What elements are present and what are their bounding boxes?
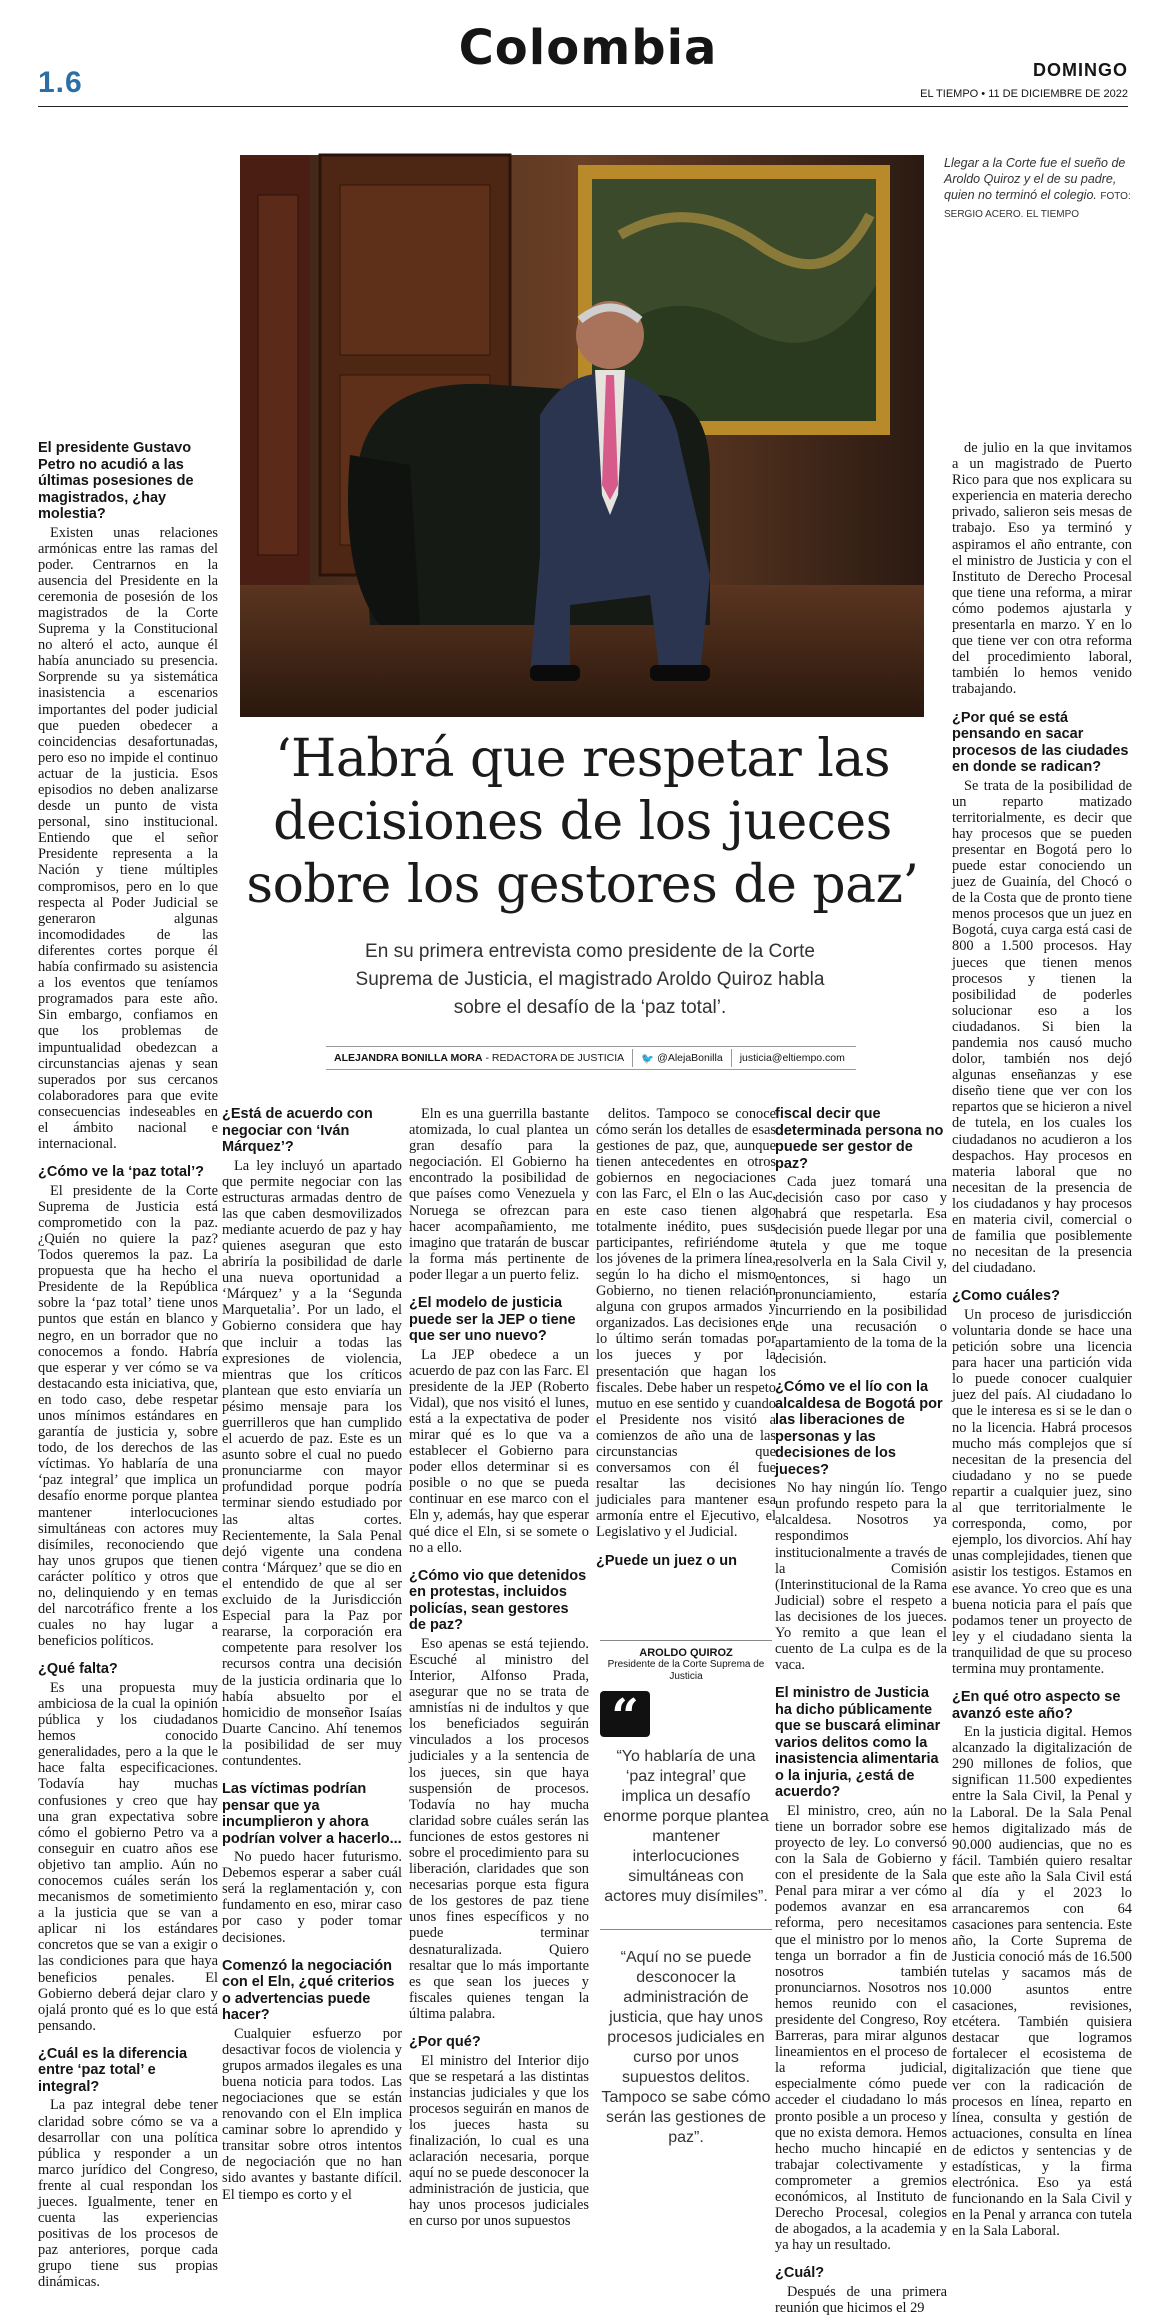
answer-paragraph: El ministro del Interior dijo que se respetará a las distintas instancias judiciales y que los procesos seguirán en manos de los jueces hasta su finalización, lo cual es una aclaración necesaria, porque aquí no se puede desconocer la administración de justicia, que hay unos procesos judiciales en curso por unos supuestos	[409, 2052, 589, 2230]
question-heading: ¿El modelo de justicia puede ser la JEP o tiene que ser uno nuevo?	[409, 1295, 576, 1345]
page-number: 1.6	[38, 66, 83, 99]
question-heading: ¿Por qué?	[409, 2034, 481, 2050]
question-heading: ¿Cuál?	[775, 2265, 825, 2282]
text-column-6	[952, 440, 1132, 2239]
text-column-4	[596, 1106, 776, 1596]
pull-quote-text-2: “Aquí no se puede desconocer la administración de justicia, que hay unos procesos judiciales en curso por unos supuestos delitos. Tampoco se sabe cómo serán las gestiones de paz”.	[600, 1929, 772, 2148]
header-rule	[38, 106, 1128, 107]
byline-author: ALEJANDRA BONILLA MORA	[334, 1052, 483, 1064]
question-heading: El presidente Gustavo Petro no acudió a las últimas posesiones de magistrados, ¿hay molestia?	[38, 440, 194, 522]
byline-divider	[632, 1049, 633, 1067]
pull-quote-name: AROLDO QUIROZ	[639, 1647, 733, 1659]
text-column-3	[409, 1106, 589, 2230]
question-heading: Comenzó la negociación con el Eln, ¿qué criterios o advertencias puede hacer?	[222, 1957, 395, 2024]
answer-paragraph: El presidente de la Corte Suprema de Justicia está comprometido con la paz. ¿Quién no quiere la paz? Todos queremos la paz. La propuesta que ha hecho el Presidente de la República sobre la ‘paz total’ tiene unos puntos que están en blanco y negro, en un borrador que no conocemos a fondo. Habría que esperar y ver cómo se va destacando esta iniciativa, que, en todo caso, debe respetar unos mínimos estándares en garantía de justicia y, sobre todo, de los derechos de las víctimas. Yo hablaría de una ‘paz integral’ que implica un desafío enorme porque plantea mantener interlocuciones simultáneas con actores muy disímiles, reconociendo que hay unos grupos que tienen carácter político y otros que no, delinquiendo y en temas del narcotráfico frente a los cuales no hay lugar a beneficios políticos.	[38, 1182, 218, 1650]
dateline: EL TIEMPO • 11 DE DICIEMBRE DE 2022	[920, 88, 1128, 100]
quote-mark-icon	[600, 1689, 650, 1745]
answer-paragraph: La paz integral debe tener claridad sobre cómo se va a desarrollar con una política pública y responder a un marco jurídico del Congreso, frente al cual respondan los jueces. Igualmente, tener en cuenta las experiencias positivas de los procesos de paz anteriores, porque cada grupo tiene sus propias dinámicas.	[38, 2097, 218, 2291]
text-column-2	[222, 1106, 402, 2230]
answer-paragraph: En la justicia digital. Hemos alcanzado la digitalización de 290 millones de folios, que significan 11.500 expedientes entre la Sala Civil, la Penal y la Laboral. De la Sala Penal hemos digitalizado más de 90.000 audiencias, que no es fácil. También quiero resaltar que este año la Sala Civil está al día y el 2023 lo arrancaremos con 64 casaciones para sentencia. Este año, la Corte Suprema de Justicia conoció más de 16.500 tutelas y sacamos más de 10.000 asuntos entre casaciones, revisiones, etcétera. También quisiera destacar que logramos fortalecer el ecosistema de digitalización que tiene que ver con la radicación de procesos en línea, reparto en línea, consulta y gestión de actuaciones, consulta en línea de edictos y sentencias y de estadísticas, y la firma electrónica. Eso ya está funcionando en la Sala Civil y en la Penal y arranca con tutela en la Sala Laboral.	[952, 1724, 1132, 2239]
portrait-photo	[240, 155, 924, 717]
question-heading: Las víctimas podrían pensar que ya incumplieron y ahora podrían volver a hacerlo...	[222, 1781, 402, 1847]
pull-quote-role: Presidente de la Corte Suprema de Justicia	[607, 1659, 765, 1682]
deck: En su primera entrevista como presidente de la Corte Suprema de Justicia, el magistrado Aroldo Quiroz habla sobre el desafío de la ‘paz total’.	[355, 941, 825, 1018]
answer-paragraph: No puedo hacer futurismo. Debemos esperar a saber cuál será la reglamentación y, con fundamento en eso, mirar caso por caso y poder tomar decisiones.	[222, 1849, 402, 1946]
question-heading: ¿Cómo vio que detenidos en protestas, incluidos policías, sean gestores de paz?	[409, 1567, 587, 1634]
twitter-icon: 🐦	[641, 1052, 658, 1065]
question-heading: ¿Cuál es la diferencia entre ‘paz total’ e integral?	[38, 2045, 188, 2095]
question-heading: fiscal decir que determinada persona no puede ser gestor de paz?	[775, 1106, 944, 1172]
answer-paragraph: La ley incluyó un apartado que permite negociar con las estructuras armadas dentro de las que caben desmovilizados mediante acuerdo de paz y hay quienes aseguran que esto abriría la posibilidad de darle una nueva oportunidad a ‘Márquez’ y a la ‘Segunda Marquetalia’. Por un lado, el Gobierno considera que hay que incluir a todas las expresiones de violencia, mientras que los críticos plantean que esto enviaría un pésimo mensaje para los guerrilleros que han cumplido el acuerdo de paz. Este es un asunto sobre el cual no puedo pronunciarme con mayor profundidad porque podría terminar siendo estudiado por las altas cortes. Recientemente, la Sala Penal dejó vigente una condena contra ‘Márquez’ que se dio en el entendido de que al ser excluido de la Jurisdicción Especial para la Paz por reararse, la corporación era competente para resolver los recursos contra una decisión de la justicia ordinaria que lo había absuelto por el homicidio de monseñor Isaías Duarte Cancino. Ahí tenemos la posibilidad de ser muy contundentes.	[222, 1157, 402, 1769]
question-heading: ¿Qué falta?	[38, 1661, 118, 1678]
answer-paragraph: La JEP obedece a un acuerdo de paz con las Farc. El presidente de la JEP (Roberto Vidal), que nos visitó el lunes, está a la expectativa de poder mirar qué es lo que va a establecer el Gobierno para poder ellos determinar si es posible o no que se pueda continuar en ese marco con el Eln y, además, hay que esperar qué dice el Eln, si se somete o no a ello.	[409, 1346, 589, 1556]
byline-dash: -	[482, 1052, 492, 1064]
byline	[326, 1046, 856, 1070]
answer-paragraph: Después de una primera reunión que hicimos el 29	[775, 2283, 947, 2316]
answer-paragraph: Cualquier esfuerzo por desactivar focos de violencia y grupos armados ilegales es una buena noticia para todos. Las negociaciones que se están renovando con el Eln implica caminar sobre lo aprendido y transitar sobre otros intentos de negociación que no han sido avantes y bastante difícil. El tiempo es corto y el	[222, 2025, 402, 2203]
byline-twitter[interactable]: @AlejaBonilla	[657, 1052, 723, 1064]
question-heading: ¿Puede un juez o un	[596, 1552, 737, 1569]
photo-credit: FOTO: SERGIO ACERO. EL TIEMPO	[944, 191, 1131, 220]
byline-divider	[731, 1049, 732, 1067]
answer-paragraph: Eso apenas se está tejiendo. Escuché al ministro del Interior, Alfonso Prada, asegurar que no se trata de amnistías ni de indultos y que los beneficiados seguirán vinculados a los procesos judiciales y a la sentencia de los jueces, sin que haya suspensión de procesos. Todavía no hay mucha claridad sobre cuáles serán las funciones de estos gestores ni sobre el procedimiento para su liberación, claridades que son necesarias porque esta figura de los gestores de paz tiene unos fines específicos y no puede terminar desnaturalizada. Quiero resaltar que lo más importante es que sean los jueces y fiscales quienes tengan la última palabra.	[409, 1635, 589, 2022]
text-column-5	[775, 1106, 947, 2316]
text-column-1	[38, 440, 218, 2291]
pull-quote-box	[600, 1640, 772, 2148]
day-label: DOMINGO	[1033, 60, 1128, 80]
question-heading: ¿Como cuáles?	[952, 1288, 1060, 1305]
answer-paragraph: delitos. Tampoco se conoce cómo serán los detalles de esas gestiones de paz, que, aunque tienen antecedentes en otros gobiernos en negociaciones con las Farc, el Eln o las Auc, en este caso tienen algo totalmente inédito, pues sus participantes, refiriéndome a los jóvenes de la primera línea, según lo ha dicho el mismo Gobierno, no tienen relación alguna con grupos armados y organizados. Las decisiones en lo último serán tomadas por los jueces y por la presentación que hagan los fiscales. Debe haber un respeto mutuo en ese sentido y cuando el Presidente nos visitó a comienzos de año una de las circunstancias que conversamos con él fue resaltar las decisiones judiciales para mantener esa armonía entre el Ejecutivo, el Legislativo y el Judicial.	[596, 1106, 776, 1541]
byline-email[interactable]: justicia@eltiempo.com	[739, 1052, 845, 1064]
section-title: Colombia	[458, 20, 718, 76]
byline-role: REDACTORA DE JUSTICIA	[491, 1052, 625, 1064]
question-heading: ¿Por qué se está pensando en sacar procesos de las ciudades en donde se radican?	[952, 709, 1129, 775]
question-heading: ¿En qué otro aspecto se avanzó este año?	[952, 1689, 1121, 1722]
answer-paragraph: El ministro, creo, aún no tiene un borrador sobre ese proyecto de ley. Lo conversó con la Sala de Gobierno y con el presidente de la Sala Penal para mirar a ver cómo podemos avanzar en esa reforma, pero necesitamos que el ministro por lo menos tenga un borrador a fin de nosotros también pronunciarnos. Nosotros nos hemos reunido con el presidente del Congreso, Roy Barreras, para mirar algunos lineamientos en el proceso de la reforma judicial, especialmente cómo puede acceder el ciudadano lo más pronto posible a un proceso y que no exista demora. Hemos hecho mucho hincapié en trabajar colectivamente y comprometer a gremios económicos, al Instituto de Derecho Procesal, colegios de abogados, a la academia y ya hay un resultado.	[775, 1802, 947, 2254]
answer-paragraph: Cada juez tomará una decisión caso por caso y habrá que respetarla. Esa decisión puede llegar por una tutela y que me toque resolverla en la Sala Civil y, entonces, si hago un pronunciamiento, estaría incurriendo en la posibilidad de una recusación o apartamiento de la toma de la decisión.	[775, 1174, 947, 1368]
caption-text: Llegar a la Corte fue el sueño de Aroldo Quiroz y el de su padre, quien no terminó el colegio.	[944, 156, 1126, 202]
answer-paragraph: Eln es una guerrilla bastante atomizada, lo cual plantea un gran desafío para la negociación. El Gobierno ha encontrado la posibilidad de que países como Venezuela y Noruega se ofrezcan para hacer acompañamiento, me imagino que tratarán de buscar la forma más pertinente de poder llegar a un puerto feliz.	[409, 1106, 589, 1283]
question-heading: ¿Cómo ve la ‘paz total’?	[38, 1164, 204, 1181]
answer-paragraph: Un proceso de jurisdicción voluntaria donde se hace una petición sobre una licencia para hacer una partición vida lo puede conocer cualquier juez del país. Al ciudadano lo que le interesa es si se le dan o no la licencia. Habrá procesos mucho más complejos que sí necesitan de la presencia del ciudadano y no se puede repartir a cualquier juez, sino al que territorialmente le corresponda, como, por ejemplo, los divorcios. Ahí hay unas complejidades, tienen que asistir los testigos. Estamos en ese avance. Yo creo que es una buena noticia para el país que podamos tener un proyecto de ley y el ciudadano sienta la tranquilidad de que su proceso termina muy prontamente.	[952, 1306, 1132, 1677]
portrait-illustration	[240, 155, 924, 717]
answer-paragraph: de julio en la que invitamos a un magistrado de Puerto Rico para que nos explicara su experiencia en materia derecho privado, salieron seis mesas de trabajo. Eso ya terminó y aspiramos el año entrante, con el ministro de Justicia y con el Instituto de Derecho Procesal que tiene una reforma, a mirar cómo podemos ajustarla y presentarla en marzo. Y en lo que tiene ver con otra reforma del procedimiento laboral, también lo hemos venido trabajando.	[952, 440, 1132, 698]
photo-caption	[944, 155, 1134, 223]
answer-paragraph: Es una propuesta muy ambiciosa de la cual la opinión pública y los ciudadanos hemos conocido generalidades, pero a la que le hace falta especificaciones. Todavía hay muchas confusiones y creo que hay una gran expectativa sobre cómo el gobierno Petro va a conseguir en cuatro años ese objetivo tan amplio. Aún no conocemos cuáles serán los mecanismos de sometimiento a la justicia que se van a aplicar ni los estándares concretos que se van a exigir o las condiciones para que haya beneficios penales. El Gobierno deberá dejar claro y ojalá pronto qué es lo que está pensando.	[38, 1679, 218, 2034]
pull-quote-text-1: “Yo hablaría de una ‘paz integral’ que implica un desafío enorme porque plantea mantener interlocuciones simultáneas con actores muy disímiles”.	[603, 1748, 769, 1905]
answer-paragraph: No hay ningún lío. Tengo un profundo respeto para la alcaldesa. Nosotros ya respondimos institucionalmente a través de la Comisión (Interinstitucional de la Rama Judicial) sobre el respeto a las decisiones de los jueces. Yo remito a que lean el cuento de La culpa es de la vaca.	[775, 1480, 947, 1674]
question-heading: ¿Cómo ve el lío con la alcaldesa de Bogotá por las liberaciones de personas y las decisiones de los jueces?	[775, 1379, 943, 1478]
question-heading: El ministro de Justicia ha dicho públicamente que se buscará eliminar varios delitos como la inasistencia alimentaria o la injuria, ¿está de acuerdo?	[775, 1685, 941, 1801]
svg-text:“: “	[611, 1689, 639, 1745]
answer-paragraph: Se trata de la posibilidad de un reparto matizado territorialmente, es decir que hay procesos que se pueden presentar en Bogotá pero lo puede estar conociendo un juez de Guainía, del Chocó o de la Costa que de pronto tiene menos procesos que un juez en Bogotá, cuya carga está casi de 800 a 1.500 procesos. Hay jueces que tienen menos procesos y tienen la posibilidad de poderles solucionar eso a los ciudadanos. Si bien la pandemia nos causó mucho dolor, también nos dejó algunas enseñanzas y ese diseño tiene que ver con los repartos que se hicieron a nivel de tutela, en los cuales los ciudadanos no acudieron a los despachos. Hay procesos en materia laboral que no necesitan de la presencia de los ciudadanos y hay procesos en materia civil, comercial o de familia que posiblemente no necesitan de la presencia del ciudadano.	[952, 777, 1132, 1277]
headline: ‘Habrá que respetar las decisiones de los jueces sobre los gestores de paz’	[246, 729, 919, 915]
answer-paragraph: Existen unas relaciones armónicas entre las ramas del poder. Centrarnos en la ausencia del Presidente en la ceremonia de posesión de los magistrados de la Corte Suprema y la Constitucional no alteró el acto, aunque él había anunciado su presencia. Sorprende su ya sistemática inasistencia a escenarios importantes del poder judicial que pueden obedecer a coincidencias desafortunadas, pero eso no impide el continuo actuar de la justicia. Esos episodios no deben analizarse desde un punto de vista personal, sino institucional. Entiendo que el señor Presidente representa a la Nación y tiene múltiples compromisos, pero en lo que respecta al Poder Judicial se generaron algunas incomodidades de las diferentes cortes porque él había confirmado su asistencia a los eventos que teníamos programados para este año. Sin embargo, confiamos en que los problemas de impuntualidad obedezcan a circunstancias ajenas y sean superados por sus cercanos colaboradores para que evite consecuencias indeseables en el ámbito nacional e internacional.	[38, 524, 218, 1153]
question-heading: ¿Está de acuerdo con negociar con ‘Iván Márquez’?	[222, 1106, 373, 1155]
